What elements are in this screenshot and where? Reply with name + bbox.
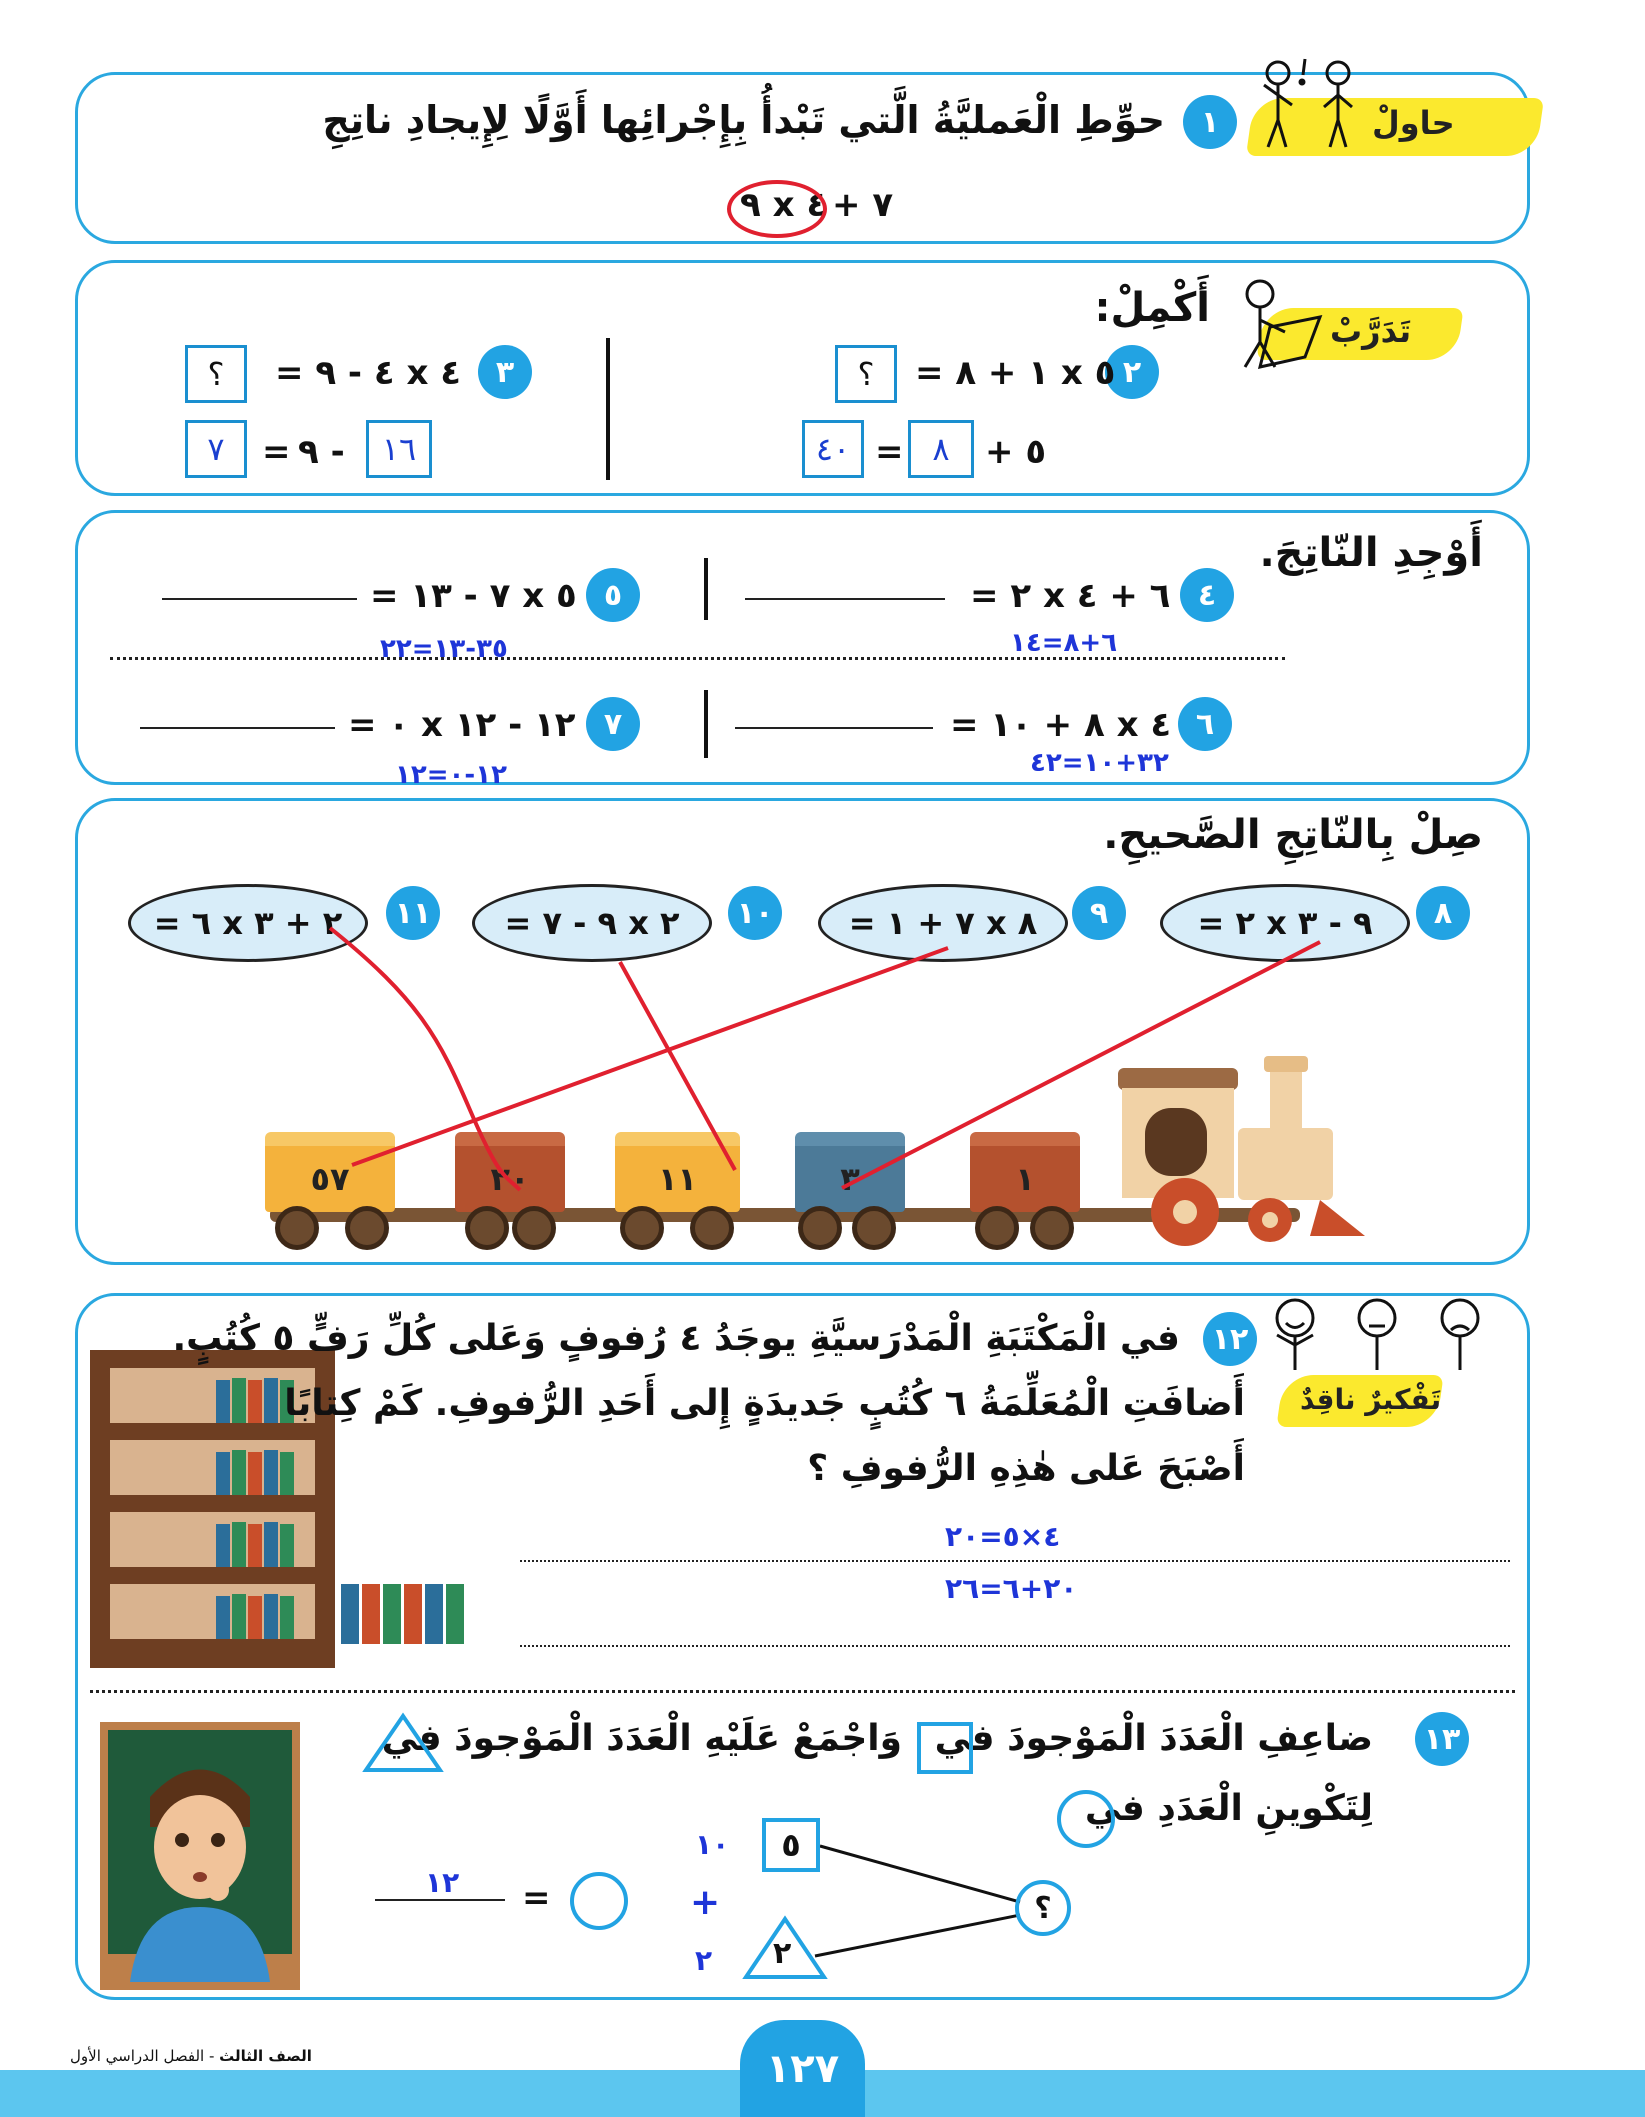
cloud-q8-expr: ٩ - ٣ x ٢ = [1197, 904, 1373, 942]
q13-result-circle [1015, 1880, 1071, 1936]
q1-question: حوِّطِ الْعَمليَّةُ الَّتي تَبْدأُ بِإِجْرائِها أَوَّلًا لِإِيجادِ ناتِجِ [322, 98, 1165, 142]
question-number-5: ٥ [586, 568, 640, 622]
footer-grade: الصف الثالث [219, 2047, 312, 2065]
badge-practice: تَدَرَّبْ [1330, 312, 1412, 350]
train-car-4-value: ٢٠ [490, 1160, 530, 1198]
footer-term: - الفصل الدراسي الأول [70, 2047, 215, 2065]
question-number-6: ٦ [1178, 697, 1232, 751]
q13-answer-line [375, 1899, 505, 1901]
q13-square-value: ٥ [781, 1826, 801, 1864]
q8-11-heading: صِلْ بِالنّاتِجِ الصَّحيحِ. [1103, 812, 1483, 858]
badge-critical-thinking: تَفْكيرٌ ناقِدٌ [1300, 1383, 1442, 1416]
q12-line2: أَضافَتِ الْمُعَلِّمَةُ ٦ كُتُبٍ جَديدَةٍ إِلى أَحَدِ الرُّفوفِ. كَمْ كِتابًا [284, 1383, 1245, 1424]
q7-expr: ١٢ - ١٢ x ٠ = [348, 705, 576, 745]
question-number-2: ٢ [1105, 345, 1159, 399]
train-car-2-value: ٣ [840, 1160, 860, 1198]
q13-result-question: ؟ [1034, 1890, 1052, 1926]
question-number-10: ١٠ [728, 886, 782, 940]
q2-3-heading: أَكْمِلْ: [1094, 285, 1210, 331]
q4-7-heading: أَوْجِدِ النّاتِجَ. [1259, 530, 1483, 576]
q12-answer1: ٤×٥=٢٠ [945, 1520, 1061, 1553]
q3-step-value: ١٦ [381, 430, 417, 468]
q5-expr: ٥ x ٧ - ١٣ = [370, 576, 577, 616]
question-number-11: ١١ [386, 886, 440, 940]
q13-work-bottom: ٢ [695, 1944, 713, 1977]
q5-answer: ٣٥-١٣=٢٢ [380, 634, 508, 664]
q13-answer: ١٢ [425, 1866, 460, 1899]
q3-expr: ٤ x ٤ - ٩ = [275, 353, 462, 393]
q1-expr-circled: ٤ x ٩ [740, 185, 828, 225]
q2-step-left: ٥ + [985, 432, 1047, 472]
q6-expr: ٤ x ٨ + ١٠ = [950, 705, 1172, 745]
q3-result: ٧ [207, 430, 225, 468]
q2-step-value: ٨ [932, 430, 950, 468]
q13-part2: وَاجْمَعْ عَلَيْهِ الْعَدَدَ الْمَوْجودَ في [381, 1718, 902, 1759]
question-number-12: ١٢ [1203, 1312, 1257, 1366]
q4-expr: ٦ + ٤ x ٢ = [970, 576, 1171, 616]
question-number-4: ٤ [1180, 568, 1234, 622]
cloud-q10-expr: ٢ x ٩ - ٧ = [504, 904, 680, 942]
q4-answer: ٦+٨=١٤ [1010, 628, 1118, 658]
q13-equals: = [522, 1878, 551, 1918]
q3-step-mid: - ٩ [298, 432, 345, 472]
train-car-5-value: ٥٧ [310, 1160, 350, 1198]
q6-answer: ٣٢+١٠=٤٢ [1030, 748, 1169, 778]
q13-part3: لِتَكْوينِ الْعَدَدِ في [1084, 1788, 1373, 1829]
train-car-3-value: ١١ [657, 1160, 698, 1198]
q13-answer-circle [570, 1872, 628, 1930]
cloud-q9-expr: ٨ x ٧ + ١ = [848, 904, 1038, 942]
q13-triangle-value: ٢ [773, 1936, 792, 1971]
page-number: ١٢٧ [765, 2045, 840, 2092]
question-number-1: ١ [1183, 95, 1237, 149]
question-number-3: ٣ [478, 345, 532, 399]
q13-part1: ضاعِفِ الْعَدَدَ الْمَوْجودَ في [934, 1718, 1373, 1759]
q13-square-box [762, 1818, 820, 1872]
q1-expr-left: ٧ + [832, 185, 894, 225]
q12-answer2: ٢٠+٦=٢٦ [945, 1572, 1078, 1605]
q12-line1: في الْمَكْتَبَةِ الْمَدْرَسيَّةِ يوجَدُ ٤ رُفوفٍ وَعَلى كُلِّ رَفٍّ ٥ كُتُبٍ. [172, 1318, 1180, 1359]
question-number-8: ٨ [1416, 886, 1470, 940]
question-number-7: ٧ [586, 697, 640, 751]
cloud-q11-expr: ٢ + ٣ x ٦ = [153, 904, 343, 942]
question-number-13: ١٣ [1415, 1712, 1469, 1766]
badge-try: حاولْ [1372, 104, 1455, 142]
page-number-badge [740, 2020, 865, 2117]
q3-box-question: ؟ [207, 355, 225, 393]
question-number-9: ٩ [1072, 886, 1126, 940]
q13-work-plus: + [690, 1882, 721, 1923]
footer-grade-label [70, 2047, 312, 2065]
train-car-1-value: ١ [1015, 1160, 1035, 1198]
q2-expr: ٥ x ١ + ٨ = [915, 353, 1116, 393]
q2-result: ٤٠ [815, 430, 851, 468]
q2-box-question: ؟ [857, 355, 875, 393]
q12-line3: أَصْبَحَ عَلى هٰذِهِ الرُّفوفِ ؟ [807, 1448, 1245, 1489]
q2-equals: = [875, 432, 904, 472]
q13-work-top: ١٠ [695, 1828, 730, 1861]
q3-equals: = [262, 432, 291, 472]
q7-answer: ١٢-٠=١٢ [395, 760, 507, 790]
